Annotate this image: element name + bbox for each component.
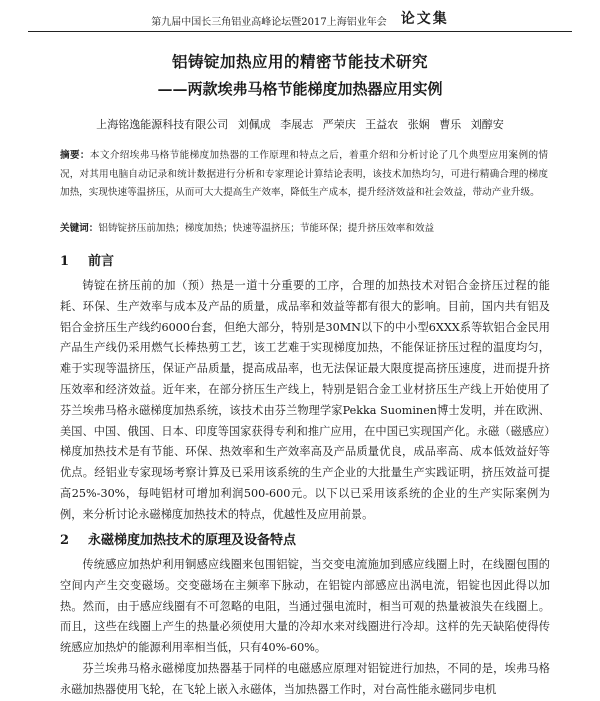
running-header [28, 10, 572, 32]
journal-label: 论文集 [400, 11, 449, 27]
section-2-body [60, 555, 550, 701]
section-1-title: 前言 [88, 254, 115, 269]
section-2-paragraph-2: 芬兰埃弗马格永磁梯度加热器基于同样的电磁感应原理对铝锭进行加热，不同的是，埃弗马格永磁加热器使用飞轮，在飞轮上嵌入永磁体，当加热器工作时，对台高性能永磁同步电机 [60, 661, 550, 696]
conference-name: 第九届中国长三角铝业高峰论坛暨2017上海铝业年会 [151, 17, 387, 28]
paper-subtitle: ——两款埃弗马格节能梯度加热器应用实例 [157, 80, 443, 98]
section-2-number: 2 [60, 533, 70, 548]
section-2-title: 永磁梯度加热技术的原理及设备特点 [88, 533, 297, 548]
paper-title: 铝铸锭加热应用的精密节能技术研究 [171, 52, 428, 71]
abstract-text: 本文介绍埃弗马格节能梯度加热器的工作原理和特点之后，着重介绍和分析讨论了几个典型应用案例的情况，对其用电脑自动记录和统计数据进行分析和专家理论计算结论表明，该技术加热均匀，可进行精确合理的梯度加热，实现快速等温挤压，从而可大大提高生产效率，降低生产成本，提升经济效益和社会效益，带动产业升级。 [60, 150, 549, 199]
abstract [60, 147, 548, 203]
author-affiliation: 上海铭逸能源科技有限公司 刘佩成 李展志 严荣庆 王益农 张娴 曹乐 刘醇安 [96, 118, 504, 131]
section-1-number: 1 [60, 254, 70, 269]
section-1-body [60, 276, 550, 526]
keywords-text: 铝铸锭挤压前加热；梯度加热；快速等温挤压；节能环保；提升挤压效率和效益 [98, 223, 435, 234]
keywords [60, 221, 548, 237]
keywords-label: 关键词： [60, 223, 99, 234]
section-2-heading [60, 529, 296, 548]
section-2-paragraph-1: 传统感应加热炉利用铜感应线圈来包围铝锭，当交变电流施加到感应线圈上时，在线圈包围的空间内产生交变磁场。交变磁场在主频率下脉动，在铝锭内部感应出涡电流，铝锭也因此得以加热。然而，由于感应线圈有不可忽略的电阻，当通过强电流时，相当可观的热量被浪失在线圈上。而且，这些在线圈上产生的热量必须使用大量的冷却水来对线圈进行冷却。这样的先天缺陷使得传统感应加热炉的能源利用率相当低，只有40%-60%。 [60, 558, 550, 655]
section-1-paragraph: 铸锭在挤压前的加（预）热是一道十分重要的工序，合理的加热技术对铝合金挤压过程的能耗、环保、生产效率与成本及产品的质量，成品率和效益等都有很大的影响。目前，国内共有铝及铝合金挤压生产线约6000台套，但绝大部分，特别是30MN以下的中小型6XXX系等软铝合金民用产品生产线仍采用燃气长棒热剪工艺，该工艺难于实现梯度加热，不能保证挤压过程的温度均匀，难于实现等温挤压，保证产品质量，提高成品率，也无法保证最大限度提高挤压速度，进而提升挤压效率和经济效益。近年来，在部分挤压生产线上，特别是铝合金工业材挤压生产线上开始使用了芬兰埃弗马格永磁梯度加热系统，该技术由芬兰物理学家Pekka Suominen博士发明，并在欧洲、美国、中国、俄国、日本、印度等国家获得专利和推广应用，在中国已实现国产化。永磁（磁感应）梯度加热技术是有节能、环保、热效率和生产效率高及产品质量优良，成品率高、成本低效益好等优点。经铝业专家现场考察计算及已采用该系统的生产企业的大批量生产实践证明，挤压效益可提高25%-30%，每吨铝材可增加利润500-600元。以下以已采用该系统的企业的生产实际案例为例，来分析讨论永磁梯度加热技术的特点，优越性及应用前景。 [60, 279, 550, 521]
abstract-label: 摘要： [60, 150, 90, 161]
section-1-heading [60, 250, 114, 269]
